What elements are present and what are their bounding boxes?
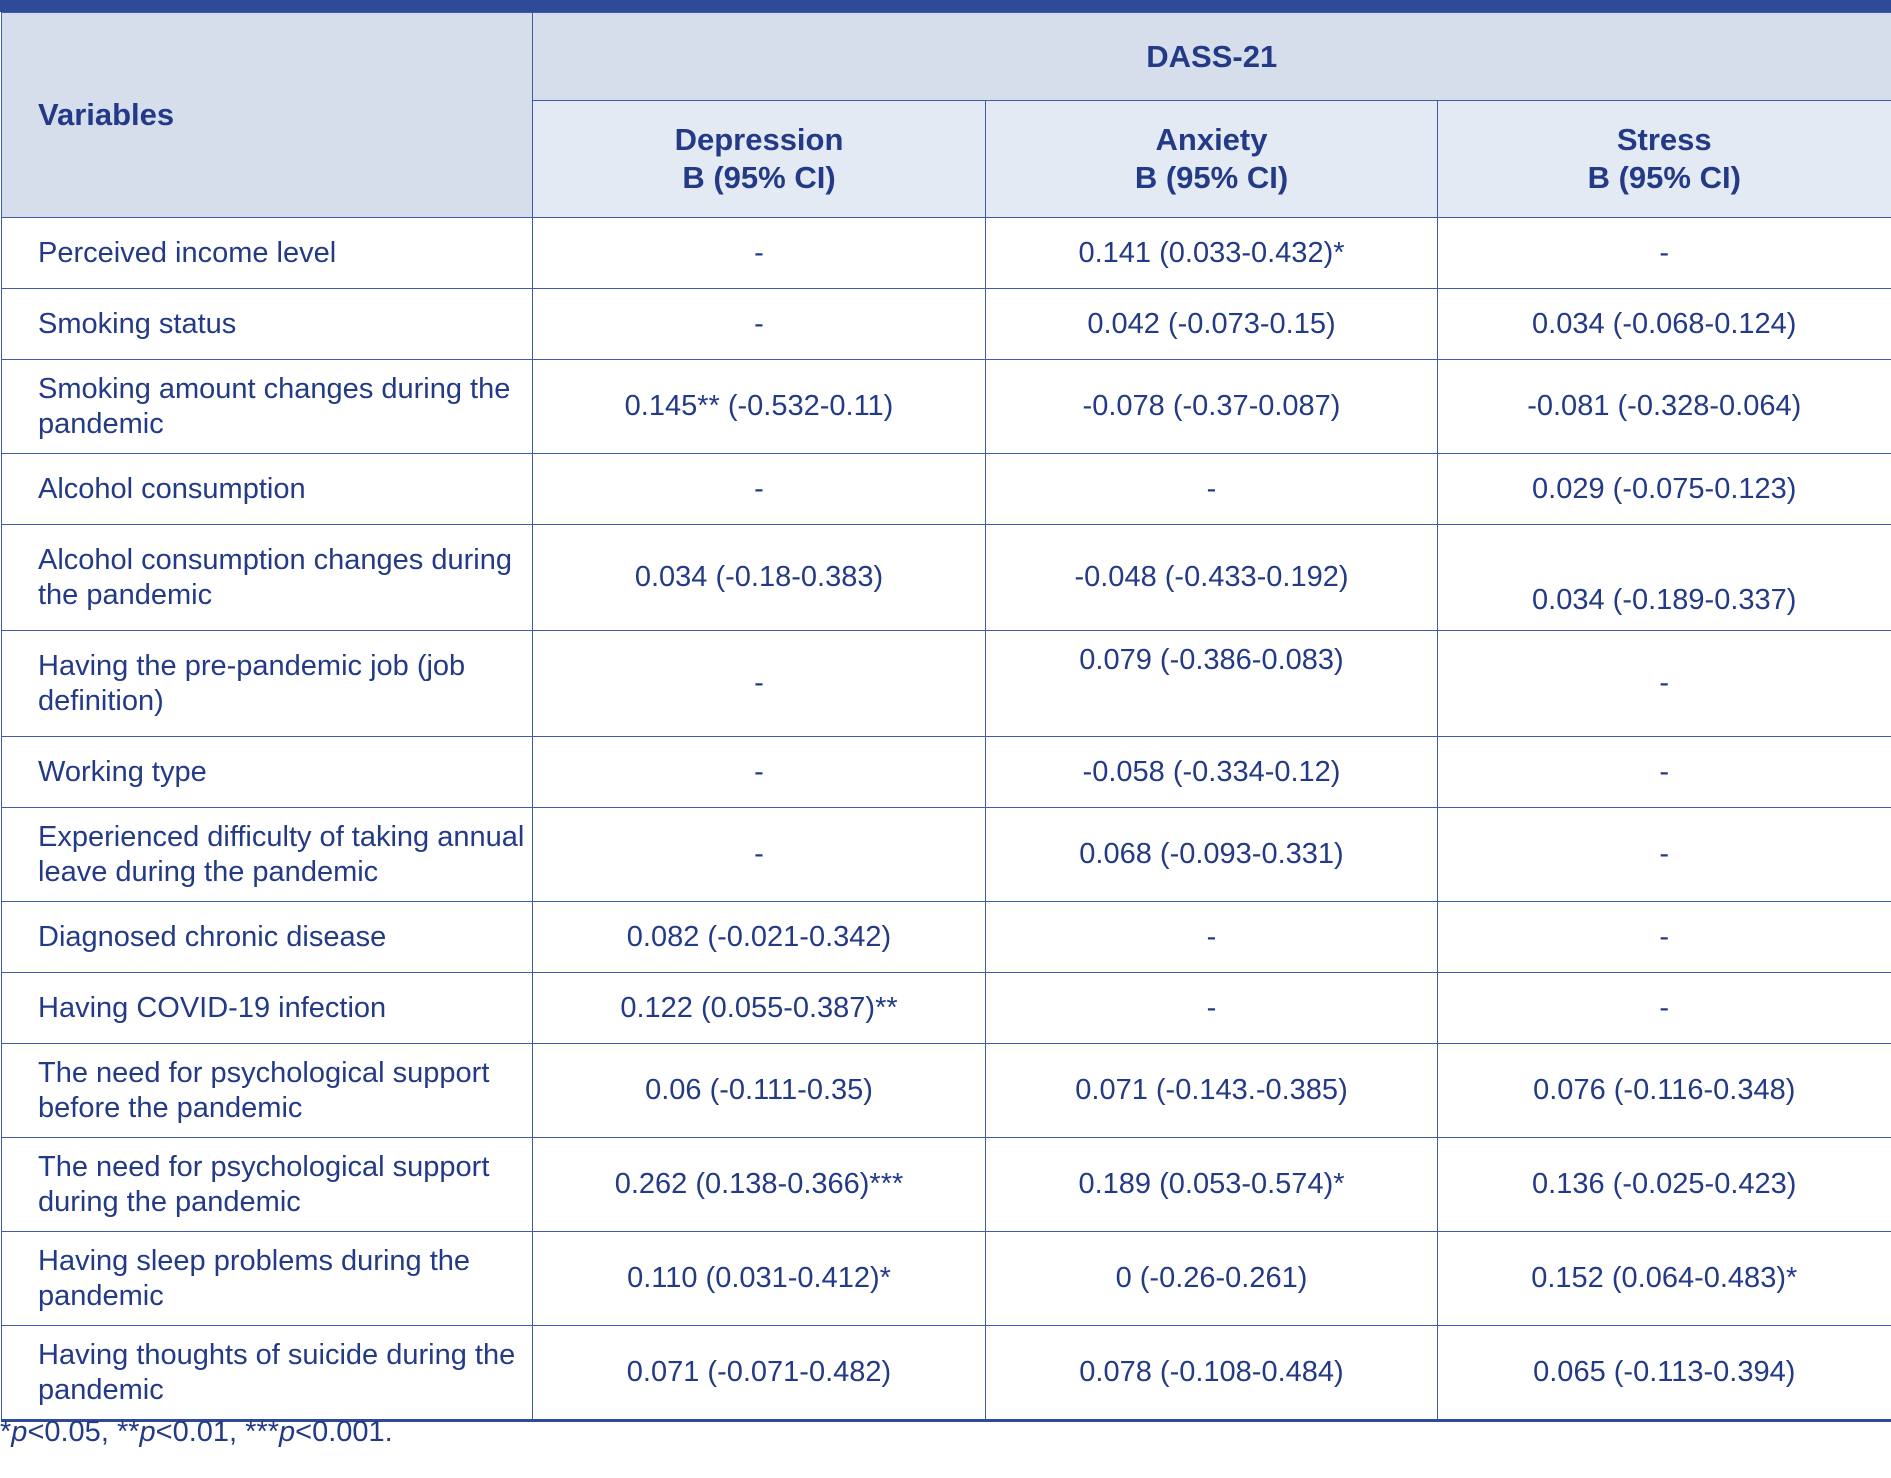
stress-label: Stress [1616, 122, 1712, 157]
variable-cell: The need for psychological support during the pandemic [2, 1138, 533, 1232]
depression-cell: 0.034 (-0.18-0.383) [533, 525, 986, 631]
anxiety-cell: - [986, 454, 1438, 525]
variable-cell: Working type [2, 737, 533, 808]
variables-header: Variables [2, 13, 533, 218]
depression-cell: 0.145** (-0.532-0.11) [533, 360, 986, 454]
stress-cell: 0.152 (0.064-0.483)* [1438, 1232, 1891, 1326]
table-row [2, 1232, 1891, 1326]
anxiety-cell: - [986, 902, 1438, 973]
footnote-threshold-3: <0.001. [295, 1416, 393, 1448]
stress-cell: 0.136 (-0.025-0.423) [1438, 1138, 1891, 1232]
depression-cell: - [533, 631, 986, 737]
table-row [2, 218, 1891, 289]
footnote-star-1: * [0, 1416, 12, 1448]
stress-cell: 0.034 (-0.068-0.124) [1438, 289, 1891, 360]
stress-cell: - [1438, 973, 1891, 1044]
depression-cell: - [533, 808, 986, 902]
depression-cell: 0.071 (-0.071-0.482) [533, 1326, 986, 1421]
variable-cell: Having the pre-pandemic job (job definition) [2, 631, 533, 737]
stress-cell: 0.034 (-0.189-0.337) [1438, 525, 1891, 631]
table-row [2, 289, 1891, 360]
anxiety-cell: -0.058 (-0.334-0.12) [986, 737, 1438, 808]
anxiety-cell: -0.078 (-0.37-0.087) [986, 360, 1438, 454]
depression-cell: 0.082 (-0.021-0.342) [533, 902, 986, 973]
table-row [2, 1044, 1891, 1138]
dass-21-header: DASS-21 [533, 13, 1891, 101]
depression-cell: 0.122 (0.055-0.387)** [533, 973, 986, 1044]
depression-stat: B (95% CI) [682, 160, 836, 195]
anxiety-label: Anxiety [1155, 122, 1268, 157]
significance-footnote [0, 1416, 393, 1449]
footnote-star-3: *** [245, 1416, 280, 1448]
regression-table [1, 12, 1891, 1422]
footnote-p-1: p [11, 1416, 28, 1448]
top-rule [0, 0, 1891, 12]
table-row [2, 525, 1891, 631]
stress-cell: - [1438, 808, 1891, 902]
depression-cell: 0.110 (0.031-0.412)* [533, 1232, 986, 1326]
anxiety-cell: 0.079 (-0.386-0.083) [986, 631, 1438, 737]
table-row [2, 454, 1891, 525]
stress-cell: 0.029 (-0.075-0.123) [1438, 454, 1891, 525]
table-row [2, 973, 1891, 1044]
stress-cell: - [1438, 218, 1891, 289]
anxiety-cell: 0.071 (-0.143.-0.385) [986, 1044, 1438, 1138]
anxiety-cell: - [986, 973, 1438, 1044]
depression-cell: - [533, 289, 986, 360]
table-row [2, 1326, 1891, 1421]
stress-stat: B (95% CI) [1587, 160, 1741, 195]
stress-cell: - [1438, 631, 1891, 737]
footnote-threshold-1: <0.05, [27, 1416, 117, 1448]
anxiety-cell: 0.189 (0.053-0.574)* [986, 1138, 1438, 1232]
footnote-p-2: p [139, 1416, 156, 1448]
footnote-threshold-2: <0.01, [155, 1416, 246, 1448]
variable-cell: Alcohol consumption changes during the pandemic [2, 525, 533, 631]
variable-cell: Having sleep problems during the pandemic [2, 1232, 533, 1326]
anxiety-cell: 0.141 (0.033-0.432)* [986, 218, 1438, 289]
anxiety-cell: -0.048 (-0.433-0.192) [986, 525, 1438, 631]
table-row [2, 360, 1891, 454]
table-row [2, 1138, 1891, 1232]
variable-cell: The need for psychological support before the pandemic [2, 1044, 533, 1138]
anxiety-header [986, 101, 1438, 218]
variable-cell: Diagnosed chronic disease [2, 902, 533, 973]
anxiety-cell: 0.042 (-0.073-0.15) [986, 289, 1438, 360]
stress-cell: -0.081 (-0.328-0.064) [1438, 360, 1891, 454]
stress-cell: - [1438, 737, 1891, 808]
variable-cell: Perceived income level [2, 218, 533, 289]
depression-cell: 0.06 (-0.111-0.35) [533, 1044, 986, 1138]
variable-cell: Experienced difficulty of taking annual leave during the pandemic [2, 808, 533, 902]
stress-header [1438, 101, 1891, 218]
anxiety-cell: 0.078 (-0.108-0.484) [986, 1326, 1438, 1421]
variable-cell: Having thoughts of suicide during the pandemic [2, 1326, 533, 1421]
variable-cell: Alcohol consumption [2, 454, 533, 525]
footnote-p-3: p [279, 1416, 296, 1448]
stress-cell: - [1438, 902, 1891, 973]
depression-label: Depression [674, 122, 844, 157]
anxiety-stat: B (95% CI) [1134, 160, 1289, 195]
anxiety-cell: 0 (-0.26-0.261) [986, 1232, 1438, 1326]
footnote-star-2: ** [116, 1416, 140, 1448]
table-row [2, 902, 1891, 973]
depression-header [533, 101, 986, 218]
anxiety-cell: 0.068 (-0.093-0.331) [986, 808, 1438, 902]
depression-cell: - [533, 218, 986, 289]
table-row [2, 808, 1891, 902]
table-row [2, 631, 1891, 737]
depression-cell: - [533, 454, 986, 525]
variable-cell: Smoking amount changes during the pandemic [2, 360, 533, 454]
variable-cell: Smoking status [2, 289, 533, 360]
stress-cell: 0.076 (-0.116-0.348) [1438, 1044, 1891, 1138]
table-row [2, 737, 1891, 808]
variable-cell: Having COVID-19 infection [2, 973, 533, 1044]
stress-cell: 0.065 (-0.113-0.394) [1438, 1326, 1891, 1421]
depression-cell: 0.262 (0.138-0.366)*** [533, 1138, 986, 1232]
depression-cell: - [533, 737, 986, 808]
